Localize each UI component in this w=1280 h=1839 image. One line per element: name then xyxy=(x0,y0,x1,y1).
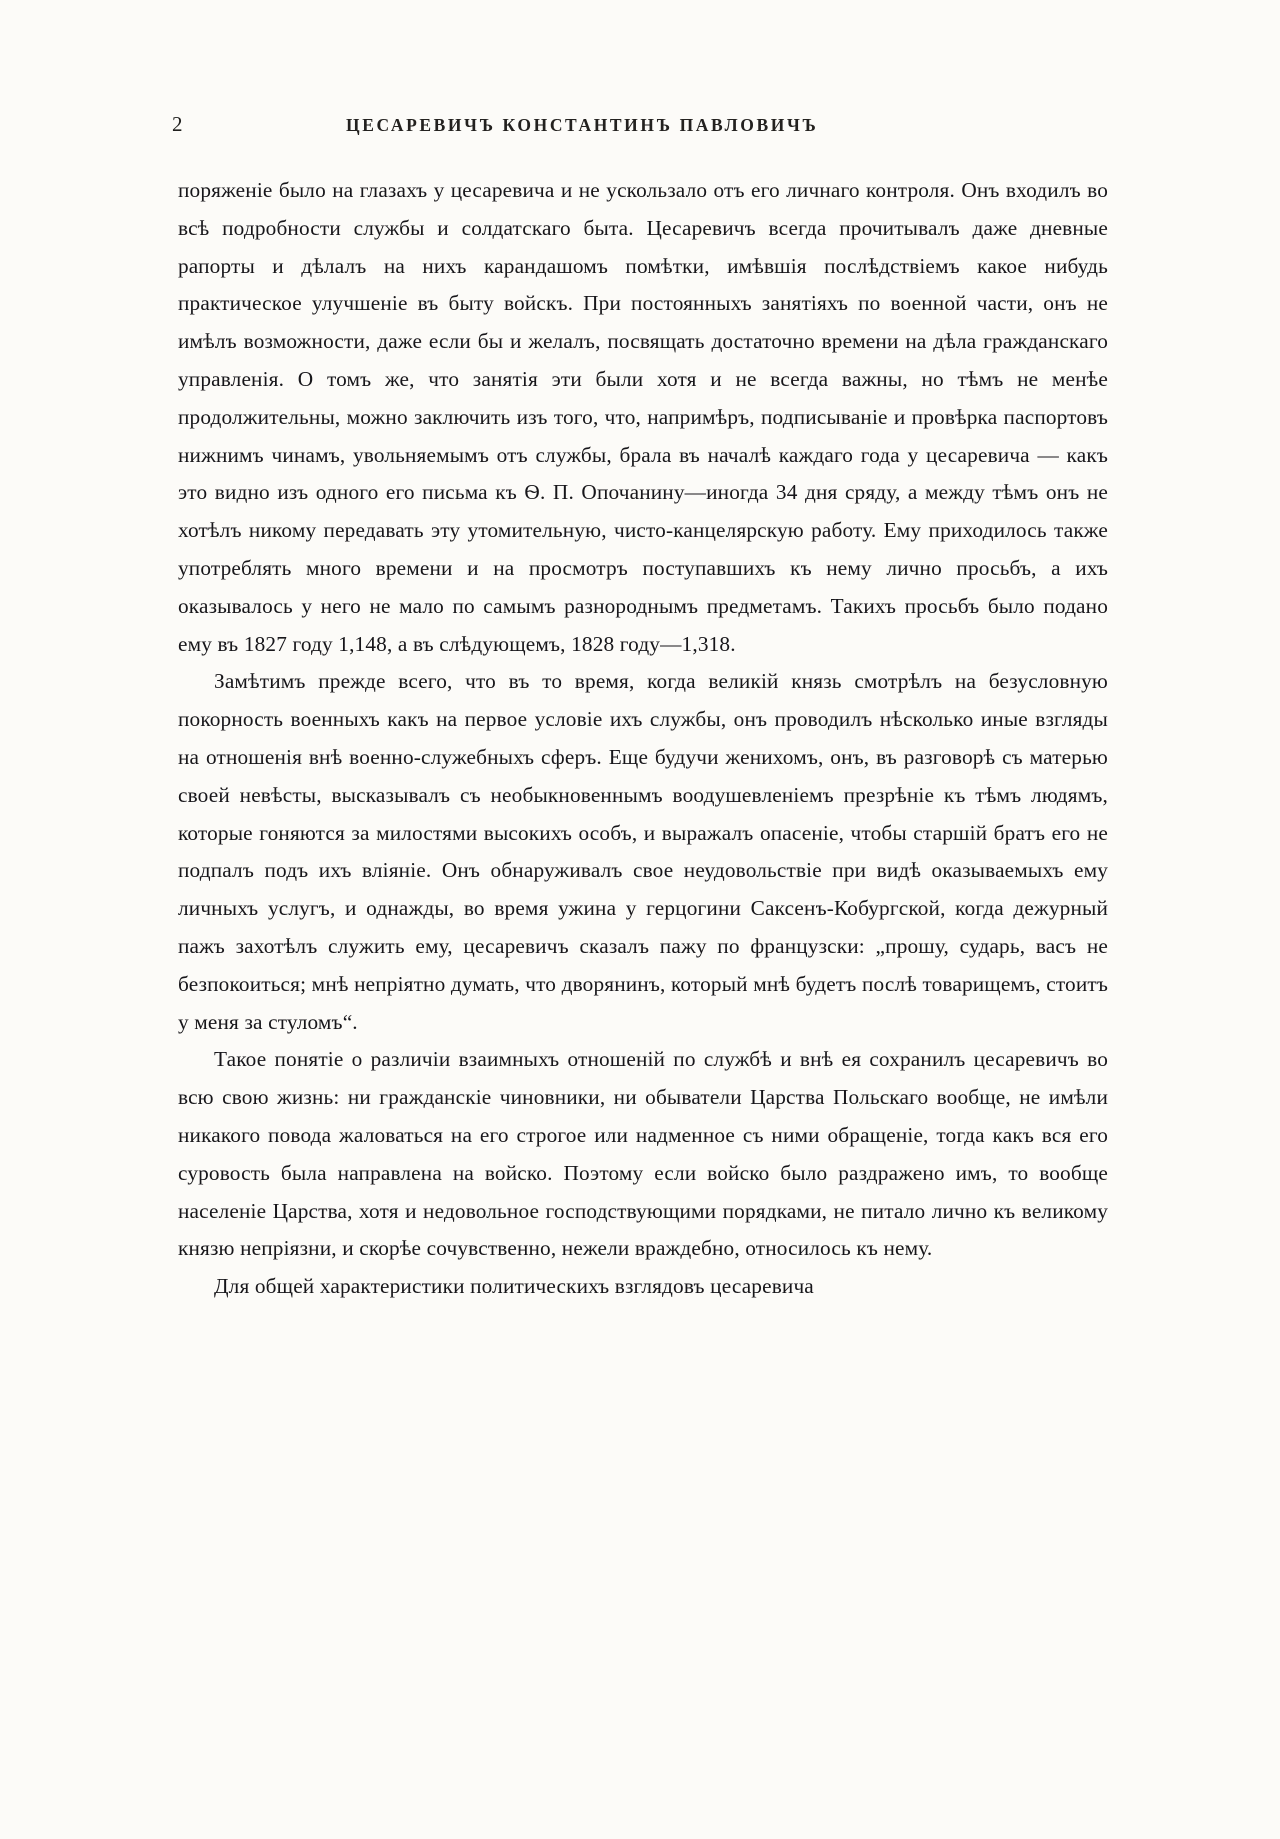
paragraph: Такое понятіе о различіи взаимныхъ отношеній по службѣ и внѣ ея сохранилъ цесаревичъ во всю свою жизнь: ни гражданскіе чиновники, ни обыватели Царства Польскаго вообще, не имѣли никакого повода жаловаться на его строгое или надменное съ ними обращеніе, тогда какъ вся его суровость была направлена на войско. Поэтому если войско было раздражено имъ, то вообще населеніе Царства, хотя и недовольное господствующими порядками, не питало лично къ великому князю непріязни, и скорѣе сочувственно, нежели враждебно, относилось къ нему. xyxy=(178,1047,1108,1261)
body-text xyxy=(178,172,1108,1306)
running-head-title: ЦЕСАРЕВИЧЪ КОНСТАНТИНЪ ПАВЛОВИЧЪ xyxy=(346,115,819,135)
paragraph: Для общей характеристики политическихъ взглядовъ цесаревича xyxy=(214,1274,814,1299)
paragraph: поряженіе было на глазахъ у цесаревича и не ускользало отъ его личнаго контроля. Онъ входилъ во всѣ подробности службы и солдатскаго быта. Цесаревичъ всегда прочитывалъ даже дневные рапорты и дѣлалъ на нихъ карандашомъ помѣтки, имѣвшія послѣдствіемъ какое нибудь практическое улучшеніе въ быту войскъ. При постоянныхъ занятіяхъ по военной части, онъ не имѣлъ возможности, даже если бы и желалъ, посвящать достаточно времени на дѣла гражданскаго управленія. О томъ же, что занятія эти были хотя и не всегда важны, но тѣмъ не менѣе продолжительны, можно заключить изъ того, что, напримѣръ, подписываніе и провѣрка паспортовъ нижнимъ чинамъ, увольняемымъ отъ службы, брала въ началѣ каждаго года у цесаревича — какъ это видно изъ одного его письма къ Ѳ. П. Опочанину—иногда 34 дня сряду, а между тѣмъ онъ не хотѣлъ никому передавать эту утомительную, чисто-канцелярскую работу. Ему приходилось также употреблять много времени и на просмотръ поступавшихъ къ нему лично просьбъ, а ихъ оказывалось у него не мало по самымъ разнороднымъ предметамъ. Такихъ просьбъ было подано ему въ 1827 году 1,148, а въ слѣдующемъ, 1828 году—1,318. xyxy=(178,178,1108,656)
page-number: 2 xyxy=(172,112,183,136)
running-head xyxy=(172,112,1108,146)
paragraph: Замѣтимъ прежде всего, что въ то время, когда великій князь смотрѣлъ на безусловную покорность военныхъ какъ на первое условіе ихъ службы, онъ проводилъ нѣсколько иные взгляды на отношенія внѣ военно-служебныхъ сферъ. Еще будучи женихомъ, онъ, въ разговорѣ съ матерью своей невѣсты, высказывалъ съ необыкновеннымъ воодушевленіемъ презрѣніе къ тѣмъ людямъ, которые гоняются за милостями высокихъ особъ, и выражалъ опасеніе, чтобы старшій братъ его не подпалъ подъ ихъ вліяніе. Онъ обнаруживалъ свое неудовольствіе при видѣ оказываемыхъ ему личныхъ услугъ, и однажды, во время ужина у герцогини Саксенъ-Кобургской, когда дежурный пажъ захотѣлъ служить ему, цесаревичъ сказалъ пажу по французски: „прошу, сударь, васъ не безпокоиться; мнѣ непріятно думать, что дворянинъ, который мнѣ будетъ послѣ товарищемъ, стоитъ у меня за стуломъ“. xyxy=(178,669,1108,1034)
page-content xyxy=(172,112,1108,1306)
